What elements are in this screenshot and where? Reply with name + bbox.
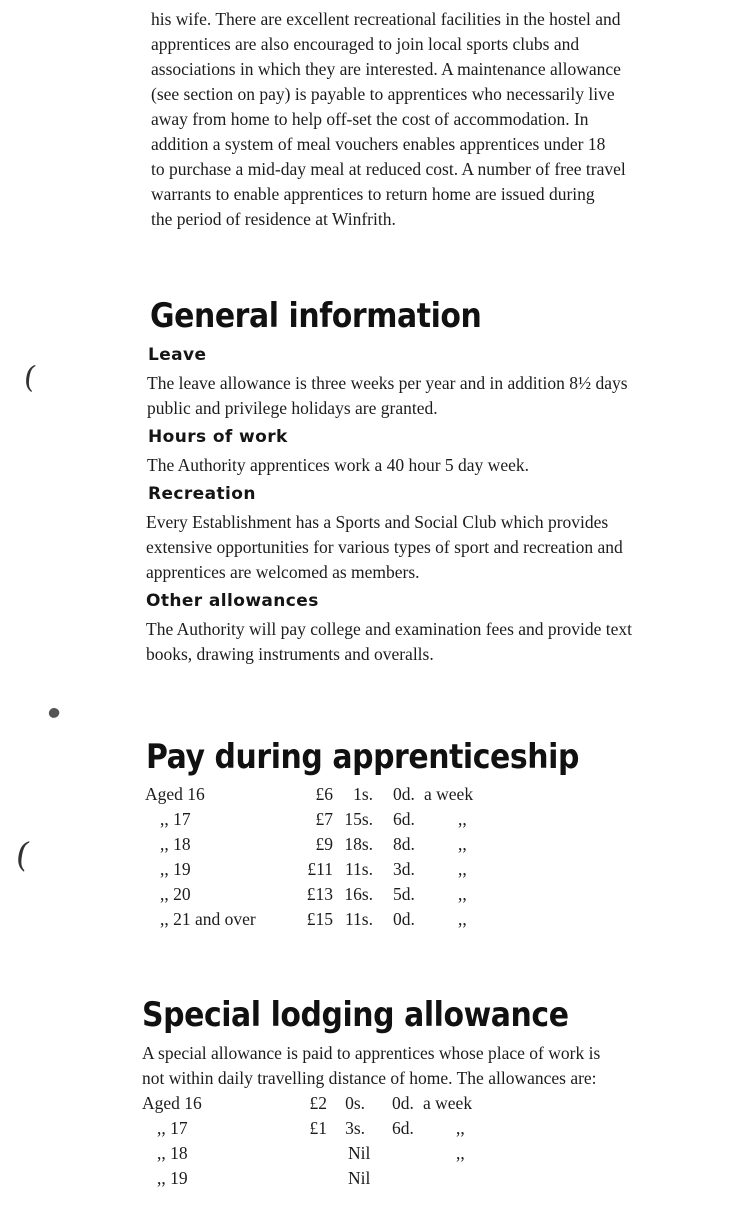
text-line: apprentices are also encouraged to join local sports clubs and — [151, 34, 580, 54]
pay-pounds: £7 — [315, 809, 333, 829]
lodging-table — [142, 1091, 502, 1191]
text-line: A special allowance is paid to apprentices whose place of work is — [142, 1043, 601, 1063]
pay-per: ,, — [458, 884, 467, 904]
pay-age: ,, 20 — [160, 884, 191, 904]
pay-pounds: £13 — [306, 884, 333, 904]
pay-age: ,, 17 — [160, 809, 191, 829]
hours-of-work-paragraph — [147, 453, 738, 478]
pay-row — [145, 782, 505, 807]
pay-age: ,, 18 — [160, 834, 191, 854]
text-line: The Authority apprentices work a 40 hour 5 day week. — [147, 455, 529, 475]
text-line: away from home to help off-set the cost of accommodation. In — [151, 109, 589, 129]
leave-paragraph — [147, 371, 738, 421]
text-line: addition a system of meal vouchers enables apprentices under 18 — [151, 134, 606, 154]
recreation-subheading: Recreation — [148, 484, 256, 504]
text-line: warrants to enable apprentices to return home are issued during — [151, 184, 595, 204]
lodging-pounds: £1 — [309, 1118, 327, 1138]
binding-hole-mark-icon: ( — [12, 834, 33, 876]
lodging-row — [142, 1116, 502, 1141]
text-line: associations in which they are interested. A maintenance allowance — [151, 59, 621, 79]
pay-age: ,, 21 and over — [160, 909, 256, 929]
text-line: to purchase a mid-day meal at reduced cost. A number of free travel — [151, 159, 626, 179]
pay-shillings: 18s. — [344, 834, 373, 854]
recreation-paragraph — [146, 510, 738, 585]
text-line: books, drawing instruments and overalls. — [146, 644, 434, 664]
pay-pounds: £15 — [306, 909, 333, 929]
text-line: extensive opportunities for various types of sport and recreation and — [146, 537, 623, 557]
lodging-paragraph — [142, 1041, 738, 1091]
text-line: apprentices are welcomed as members. — [146, 562, 420, 582]
text-line: his wife. There are excellent recreational facilities in the hostel and — [151, 9, 621, 29]
lodging-pence: 6d. — [392, 1118, 414, 1138]
pay-per: ,, — [458, 859, 467, 879]
text-line: the period of residence at Winfrith. — [151, 209, 396, 229]
lodging-shillings: Nil — [348, 1168, 371, 1188]
lodging-per: ,, — [456, 1118, 465, 1138]
pay-per: a week — [424, 784, 474, 804]
pay-shillings: 15s. — [344, 809, 373, 829]
ink-blot-icon — [47, 706, 61, 720]
leave-subheading: Leave — [148, 345, 207, 365]
text-line: not within daily travelling distance of home. The allowances are: — [142, 1068, 597, 1088]
pay-per: ,, — [458, 834, 467, 854]
pay-shillings: 1s. — [353, 784, 373, 804]
lodging-age: ,, 17 — [157, 1118, 188, 1138]
text-line: The Authority will pay college and examination fees and provide text — [146, 619, 632, 639]
pay-pounds: £6 — [315, 784, 333, 804]
pay-pence: 8d. — [393, 834, 415, 854]
pay-table — [145, 782, 505, 932]
other-allowances-paragraph — [146, 617, 738, 667]
pay-pounds: £11 — [307, 859, 333, 879]
binding-hole-mark-icon: ( — [21, 359, 39, 396]
pay-row — [145, 807, 505, 832]
lodging-age: Aged 16 — [142, 1093, 202, 1113]
lodging-per: ,, — [456, 1143, 465, 1163]
pay-pounds: £9 — [315, 834, 333, 854]
pay-shillings: 11s. — [344, 859, 373, 879]
pay-per: ,, — [458, 809, 467, 829]
pay-row — [145, 857, 505, 882]
lodging-pounds: £2 — [309, 1093, 327, 1113]
text-line: (see section on pay) is payable to apprentices who necessarily live — [151, 84, 615, 104]
pay-pence: 0d. — [393, 909, 415, 929]
lodging-heading: Special lodging allowance — [142, 995, 569, 1035]
pay-shillings: 11s. — [344, 909, 373, 929]
lodging-shillings: Nil — [348, 1143, 371, 1163]
pay-pence: 3d. — [393, 859, 415, 879]
pay-heading: Pay during apprenticeship — [146, 737, 579, 777]
pay-row — [145, 832, 505, 857]
pay-row — [145, 907, 505, 932]
pay-per: ,, — [458, 909, 467, 929]
pay-age: Aged 16 — [145, 784, 205, 804]
lodging-per: a week — [423, 1093, 473, 1113]
lodging-row — [142, 1166, 502, 1191]
text-line: The leave allowance is three weeks per year and in addition 8½ days — [147, 373, 628, 393]
lodging-row — [142, 1091, 502, 1116]
lodging-age: ,, 18 — [157, 1143, 188, 1163]
general-information-heading: General information — [150, 296, 482, 336]
pay-shillings: 16s. — [344, 884, 373, 904]
hours-of-work-subheading: Hours of work — [148, 427, 288, 447]
text-line: public and privilege holidays are granted. — [147, 398, 438, 418]
pay-pence: 0d. — [393, 784, 415, 804]
lodging-shillings: 0s. — [345, 1093, 365, 1113]
lodging-pence: 0d. — [392, 1093, 414, 1113]
lodging-shillings: 3s. — [345, 1118, 365, 1138]
intro-paragraph — [151, 7, 738, 232]
pay-pence: 5d. — [393, 884, 415, 904]
text-line: Every Establishment has a Sports and Social Club which provides — [146, 512, 609, 532]
pay-age: ,, 19 — [160, 859, 191, 879]
lodging-row — [142, 1141, 502, 1166]
other-allowances-subheading: Other allowances — [146, 591, 319, 611]
lodging-age: ,, 19 — [157, 1168, 188, 1188]
pay-row — [145, 882, 505, 907]
pay-pence: 6d. — [393, 809, 415, 829]
